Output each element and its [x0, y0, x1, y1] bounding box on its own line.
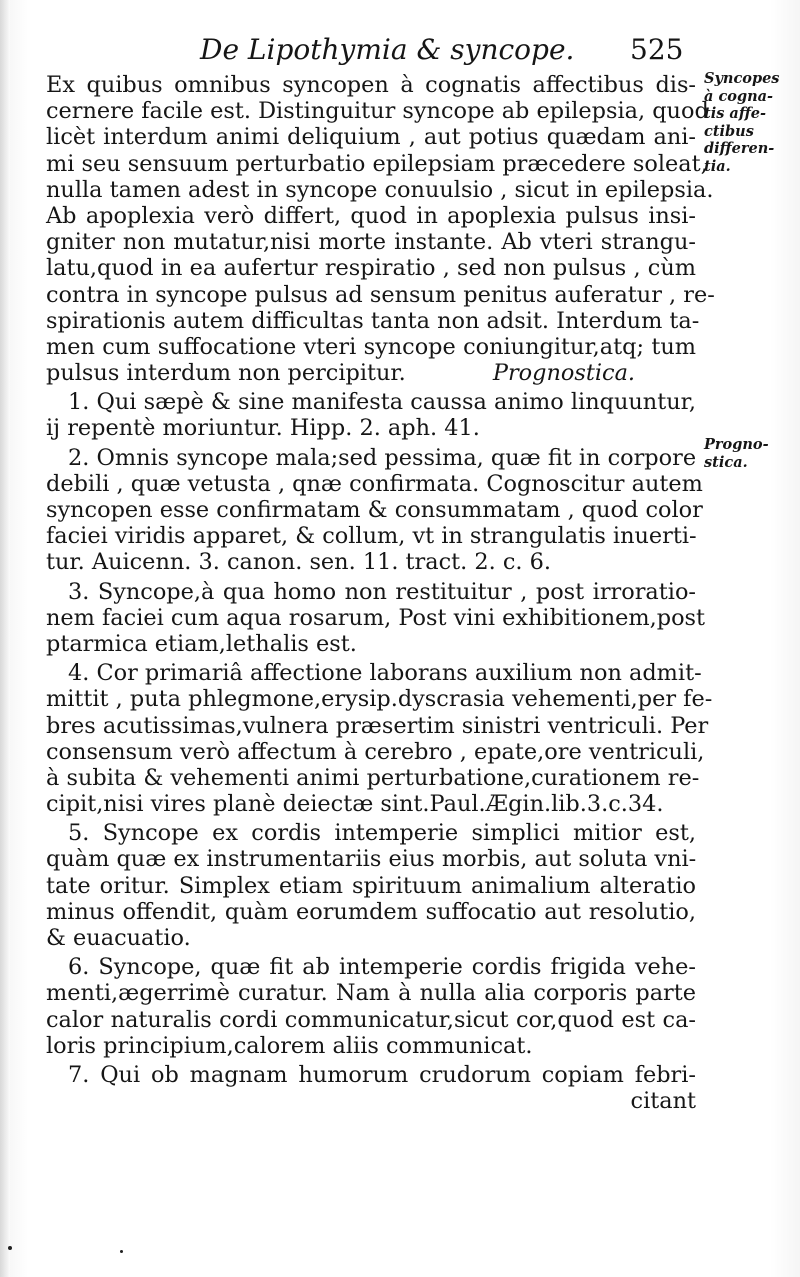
- margin-note-syncope-differentia: [704, 70, 796, 176]
- running-title: De Lipothymia & syncope.: [200, 33, 575, 66]
- paragraph-item-3: [46, 578, 706, 658]
- text-line: quàm quæ ex instrumentariis eius morbis, aut soluta vni-: [46, 846, 697, 873]
- text-line: mi seu sensuum perturbatio epilepsiam præcedere soleat,: [46, 150, 708, 177]
- margin-note-line: à cogna-: [704, 87, 774, 105]
- text-fragment: pulsus interdum non percipitur.: [46, 360, 406, 387]
- text-line: Ab apoplexia verò differt, quod in apoplexia pulsus insi-: [46, 202, 696, 229]
- text-line: consensum verò affectum à cerebro , epate,ore ventriculi,: [46, 738, 705, 765]
- text-line: 4. Cor primariâ affectione laborans auxilium non admit-: [68, 660, 702, 687]
- margin-note-line: Syncopes: [704, 70, 780, 87]
- text-line: spirationis autem difficultas tanta non adsit. Interdum ta-: [46, 307, 700, 334]
- text-line: bres acutissimas,vulnera præsertim sinistri ventriculi. Per: [46, 712, 709, 739]
- text-line: loris principium,calorem aliis communicat.: [46, 1032, 533, 1059]
- text-line: minus offendit, quàm eorumdem suffocatio aut resolutio,: [46, 898, 696, 925]
- text-line: gniter non mutatur,nisi morte instante. Ab vteri strangu-: [46, 229, 696, 256]
- text-line: cipit,nisi vires planè deiectæ sint.Paul.Ægin.lib.3.c.34.: [46, 791, 664, 818]
- text-line: 3. Syncope,à qua homo non restituitur , post irroratio-: [68, 578, 696, 605]
- text-line: tate oritur. Simplex etiam spirituum animalium alteratio: [46, 872, 696, 899]
- text-line: 6. Syncope, quæ fit ab intemperie cordis frigida vehe-: [68, 954, 696, 981]
- text-line: 5. Syncope ex cordis intemperie simplici mitior est,: [68, 820, 696, 847]
- margin-note-line: tis affe-: [704, 105, 767, 123]
- text-line: 2. Omnis syncope mala;sed pessima, quæ fit in corpore: [68, 444, 697, 471]
- text-line: 1. Qui sæpè & sine manifesta caussa animo linquuntur,: [68, 389, 696, 416]
- text-line: ptarmica etiam,lethalis est.: [46, 630, 357, 657]
- text-line: tur. Auicenn. 3. canon. sen. 11. tract. 2. c. 6.: [46, 549, 552, 576]
- text-line: ij repentè moriuntur. Hipp. 2. aph. 41.: [46, 415, 480, 442]
- ink-speck: [8, 1246, 12, 1250]
- body-text: [46, 72, 715, 1115]
- text-line: contra in syncope pulsus ad sensum penitus auferatur , re-: [46, 281, 715, 308]
- page-number: 525: [630, 33, 684, 66]
- paragraph-item-1: [46, 389, 696, 441]
- text-line: menti,ægerrimè curatur. Nam à nulla alia corporis parte: [46, 980, 696, 1007]
- text-line: calor naturalis cordi communicatur,sicut cor,quod est ca-: [46, 1006, 696, 1033]
- page-gutter: [0, 0, 10, 1277]
- catchword: citant: [630, 1088, 696, 1115]
- text-line: debili , quæ vetusta , qnæ confirmata. Cognoscitur autem: [46, 470, 703, 497]
- paragraph-item-5: [46, 820, 696, 951]
- text-line: à subita & vehementi animi perturbatione,curationem re-: [46, 764, 700, 791]
- margin-note-line: ctibus: [704, 122, 754, 140]
- text-line: Ex quibus omnibus syncopen à cognatis affectibus dis-: [46, 72, 696, 98]
- text-line: faciei viridis apparet, & collum, vt in strangulatis inuerti-: [46, 523, 697, 550]
- text-line: men cum suffocatione vteri syncope coniungitur,atq; tum: [46, 333, 696, 360]
- margin-note-prognostica: [704, 436, 796, 471]
- text-line: nulla tamen adest in syncope conuulsio , sicut in epilepsia.: [46, 176, 714, 203]
- text-line: cernere facile est. Distinguitur syncope ab epilepsia, quod: [46, 98, 709, 125]
- margin-note-line: stica.: [704, 453, 748, 471]
- text-line: mittit , puta phlegmone,erysip.dyscrasia vehementi,per fe-: [46, 686, 713, 713]
- margin-note-line: Progno-: [704, 436, 769, 453]
- running-header: [200, 28, 700, 72]
- text-line: licèt interdum animi deliquium , aut potius quædam ani-: [46, 124, 696, 151]
- paragraph-intro: [46, 72, 715, 387]
- paragraph-item-7: [46, 1062, 696, 1114]
- text-line: syncopen esse confirmatam & consummatam , quod color: [46, 497, 703, 523]
- ink-speck: [120, 1250, 123, 1253]
- margin-note-line: differen-: [704, 140, 775, 158]
- text-line: & euacuatio.: [46, 925, 191, 951]
- text-line: 7. Qui ob magnam humorum crudorum copiam febri-: [68, 1061, 696, 1088]
- text-line: latu,quod in ea aufertur respiratio , sed non pulsus , cùm: [46, 255, 696, 282]
- paragraph-item-2: [46, 444, 703, 576]
- text-line: nem faciei cum aqua rosarum, Post vini exhibitionem,post: [46, 604, 706, 631]
- margin-note-line: tia.: [704, 157, 731, 175]
- paragraph-item-4: [46, 660, 713, 818]
- paragraph-item-6: [46, 954, 696, 1059]
- text-line: [46, 360, 696, 386]
- section-heading-prognostica: Prognostica.: [492, 360, 636, 387]
